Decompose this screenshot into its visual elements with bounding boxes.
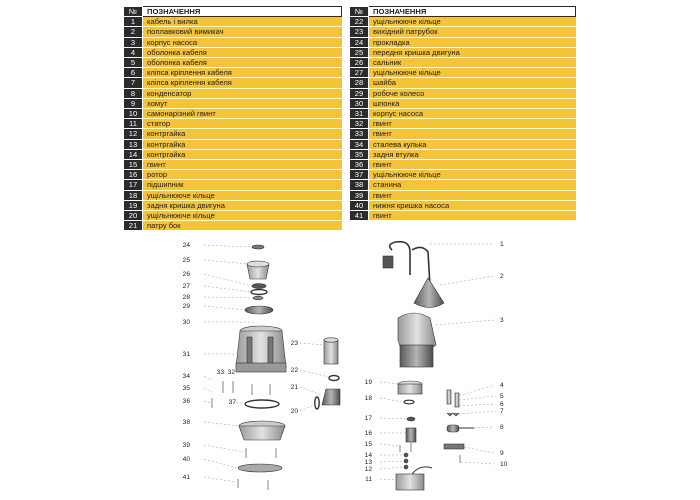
header-number: № xyxy=(350,7,369,17)
callout-label: 39 xyxy=(182,442,190,449)
part-name: ущільнююче кільце xyxy=(143,190,342,200)
part-name: задня втулка xyxy=(369,149,576,159)
callout-label: 6 xyxy=(500,401,504,408)
table-row xyxy=(350,211,576,221)
gasket-part xyxy=(252,245,264,249)
table-row xyxy=(350,160,576,170)
part-name: прокладка xyxy=(369,37,576,47)
callout-label: 13 xyxy=(364,459,372,466)
callout-label: 20 xyxy=(290,408,298,415)
table-row xyxy=(124,68,342,78)
nozzle-part xyxy=(322,389,340,405)
table-row xyxy=(350,129,576,139)
table-row xyxy=(350,17,576,27)
callout-label: 35 xyxy=(182,385,190,392)
part-number: 25 xyxy=(350,47,369,57)
part-number: 28 xyxy=(350,78,369,88)
part-name: задня кришка двигуна xyxy=(143,200,342,210)
part-number: 36 xyxy=(350,160,369,170)
callout-label: 11 xyxy=(365,476,372,483)
parts-table-left xyxy=(124,6,342,231)
part-number: 5 xyxy=(124,58,143,68)
part-name: кліпса кріплення кабеля xyxy=(143,78,342,88)
table-row xyxy=(124,78,342,88)
part-name: робоче колесо xyxy=(369,88,576,98)
part-number: 21 xyxy=(124,221,143,231)
right-assembly xyxy=(383,242,474,490)
table-row xyxy=(124,160,342,170)
callout-label: 4 xyxy=(500,382,504,389)
callout-label: 19 xyxy=(364,379,372,386)
part-name: шайба xyxy=(369,78,576,88)
washer-part xyxy=(253,296,263,300)
callout-label: 18 xyxy=(364,395,372,402)
table-row xyxy=(124,180,342,190)
rotor-part xyxy=(406,428,416,442)
part-number: 2 xyxy=(124,27,143,37)
callout-label: 36 xyxy=(182,398,190,405)
part-number: 11 xyxy=(124,119,143,129)
table-row xyxy=(350,149,576,159)
bottom-cover-part xyxy=(238,464,282,472)
part-name: ротор xyxy=(143,170,342,180)
part-number: 39 xyxy=(350,190,369,200)
part-name: конденсатор xyxy=(143,88,342,98)
part-number: 29 xyxy=(350,88,369,98)
part-name: самонарізний гвинт xyxy=(143,109,342,119)
part-number: 17 xyxy=(124,180,143,190)
part-name: ущільнююче кільце xyxy=(143,211,342,221)
part-name: гвинт xyxy=(369,119,576,129)
part-number: 37 xyxy=(350,170,369,180)
part-name: статор xyxy=(143,119,342,129)
seal-ring-part xyxy=(251,290,267,295)
part-number: 19 xyxy=(124,200,143,210)
callout-label: 37 xyxy=(228,399,236,406)
part-name: контргайка xyxy=(143,139,342,149)
stator-part xyxy=(396,474,424,490)
callout-label: 38 xyxy=(182,419,190,426)
callout-label: 21 xyxy=(290,384,298,391)
callout-label: 28 xyxy=(182,294,190,301)
part-number: 8 xyxy=(124,88,143,98)
header-title: ПОЗНАЧЕННЯ xyxy=(143,7,342,17)
part-name: гвинт xyxy=(369,211,576,221)
part-number: 31 xyxy=(350,109,369,119)
table-row xyxy=(350,119,576,129)
part-number: 27 xyxy=(350,68,369,78)
callout-label: 41 xyxy=(182,474,190,481)
part-name: хомут xyxy=(143,98,342,108)
part-number: 6 xyxy=(124,68,143,78)
callout-label: 3 xyxy=(500,317,504,324)
part-number: 16 xyxy=(124,170,143,180)
table-row xyxy=(350,200,576,210)
callout-label: 15 xyxy=(364,441,372,448)
part-name: сталева кулька xyxy=(369,139,576,149)
part-name: гвинт xyxy=(369,190,576,200)
oil-seal-part xyxy=(252,284,266,289)
part-name: оболонка кабеля xyxy=(143,47,342,57)
table-row xyxy=(124,109,342,119)
table-row xyxy=(350,170,576,180)
table-row xyxy=(124,129,342,139)
callout-label: 22 xyxy=(290,367,298,374)
callout-label: 10 xyxy=(500,461,508,468)
callout-label: 32 xyxy=(227,369,235,376)
part-name: ущільнююче кільце xyxy=(369,170,576,180)
table-row xyxy=(124,211,342,221)
table-row xyxy=(124,27,342,37)
part-number: 9 xyxy=(124,98,143,108)
part-name: підшипник xyxy=(143,180,342,190)
part-number: 35 xyxy=(350,149,369,159)
table-row xyxy=(124,190,342,200)
part-number: 38 xyxy=(350,180,369,190)
part-number: 7 xyxy=(124,78,143,88)
table-row xyxy=(124,119,342,129)
capacitor-part xyxy=(447,425,459,432)
callout-label: 8 xyxy=(500,424,504,431)
table-row xyxy=(350,68,576,78)
part-name: поплавковий вимикач xyxy=(143,27,342,37)
table-row xyxy=(350,180,576,190)
part-name: гвинт xyxy=(369,129,576,139)
table-row xyxy=(350,88,576,98)
table-row xyxy=(124,88,342,98)
part-name: контргайка xyxy=(143,149,342,159)
part-name: шпонка xyxy=(369,98,576,108)
rear-cover-part xyxy=(398,384,422,394)
table-row xyxy=(124,200,342,210)
part-name: станина xyxy=(369,180,576,190)
callout-label: 31 xyxy=(182,351,190,358)
callout-label: 14 xyxy=(364,452,372,459)
part-number: 40 xyxy=(350,200,369,210)
table-row xyxy=(350,109,576,119)
table-row xyxy=(124,221,342,231)
callout-label: 24 xyxy=(182,242,190,249)
part-number: 41 xyxy=(350,211,369,221)
part-name: ущільнююче кільце xyxy=(369,68,576,78)
part-number: 32 xyxy=(350,119,369,129)
callout-label: 27 xyxy=(182,283,190,290)
callout-label: 26 xyxy=(182,271,190,278)
part-number: 4 xyxy=(124,47,143,57)
part-number: 3 xyxy=(124,37,143,47)
callout-label: 1 xyxy=(500,241,504,248)
callout-label: 40 xyxy=(182,456,190,463)
table-header-row xyxy=(350,7,576,17)
part-number: 20 xyxy=(124,211,143,221)
part-name: гвинт xyxy=(143,160,342,170)
part-name: кабель і вилка xyxy=(143,17,342,27)
callout-label: 16 xyxy=(364,430,372,437)
table-row xyxy=(350,58,576,68)
part-number: 34 xyxy=(350,139,369,149)
table-row xyxy=(124,149,342,159)
impeller-part xyxy=(245,306,273,314)
callouts-center xyxy=(365,379,373,483)
callout-label: 34 xyxy=(182,373,190,380)
table-row xyxy=(350,27,576,37)
part-name: корпус насоса xyxy=(369,109,576,119)
part-name: передня кришка двигуна xyxy=(369,47,576,57)
table-row xyxy=(350,47,576,57)
exploded-diagram xyxy=(0,236,700,500)
pump-body-part xyxy=(236,331,286,367)
part-number: 12 xyxy=(124,129,143,139)
outlet-pipe-part xyxy=(324,340,338,364)
part-number: 14 xyxy=(124,149,143,159)
part-name: контргайка xyxy=(143,129,342,139)
header-title: ПОЗНАЧЕННЯ xyxy=(369,7,576,17)
part-name: корпус насоса xyxy=(143,37,342,47)
callout-label: 33 xyxy=(216,369,224,376)
table-row xyxy=(124,170,342,180)
table-header-row xyxy=(124,7,342,17)
table-row xyxy=(124,37,342,47)
parts-table-right xyxy=(350,6,576,221)
part-number: 24 xyxy=(350,37,369,47)
part-number: 33 xyxy=(350,129,369,139)
table-row xyxy=(124,47,342,57)
callout-label: 23 xyxy=(290,340,298,347)
table-row xyxy=(124,17,342,27)
table-row xyxy=(350,98,576,108)
callout-label: 9 xyxy=(500,450,504,457)
part-name: гвинт xyxy=(369,160,576,170)
callout-label: 17 xyxy=(364,415,372,422)
part-number: 30 xyxy=(350,98,369,108)
table-row xyxy=(124,139,342,149)
part-number: 1 xyxy=(124,17,143,27)
callout-label: 12 xyxy=(364,466,372,473)
table-row xyxy=(124,98,342,108)
part-name: патру бок xyxy=(143,221,342,231)
callout-label: 30 xyxy=(182,319,190,326)
callout-label: 29 xyxy=(182,303,190,310)
part-name: кліпса кріплення кабеля xyxy=(143,68,342,78)
callouts-right xyxy=(500,241,508,468)
float-switch-part xyxy=(414,278,444,308)
callout-label: 25 xyxy=(182,257,190,264)
table-row xyxy=(350,37,576,47)
callout-label: 5 xyxy=(500,393,504,400)
table-row xyxy=(350,190,576,200)
callout-label: 2 xyxy=(500,273,504,280)
table-row xyxy=(350,78,576,88)
part-number: 13 xyxy=(124,139,143,149)
part-name: вихідний патрубок xyxy=(369,27,576,37)
callout-label: 7 xyxy=(500,408,504,415)
part-number: 23 xyxy=(350,27,369,37)
left-assembly xyxy=(212,245,340,490)
table-row xyxy=(124,58,342,68)
base-stand-part xyxy=(239,426,285,440)
header-number: № xyxy=(124,7,143,17)
part-name: нижня кришка насоса xyxy=(369,200,576,210)
part-name: сальник xyxy=(369,58,576,68)
part-number: 18 xyxy=(124,190,143,200)
part-name: оболонка кабеля xyxy=(143,58,342,68)
part-name: ущільнююче кільце xyxy=(369,17,576,27)
part-number: 22 xyxy=(350,17,369,27)
table-row xyxy=(350,139,576,149)
part-number: 15 xyxy=(124,160,143,170)
part-number: 10 xyxy=(124,109,143,119)
part-number: 26 xyxy=(350,58,369,68)
